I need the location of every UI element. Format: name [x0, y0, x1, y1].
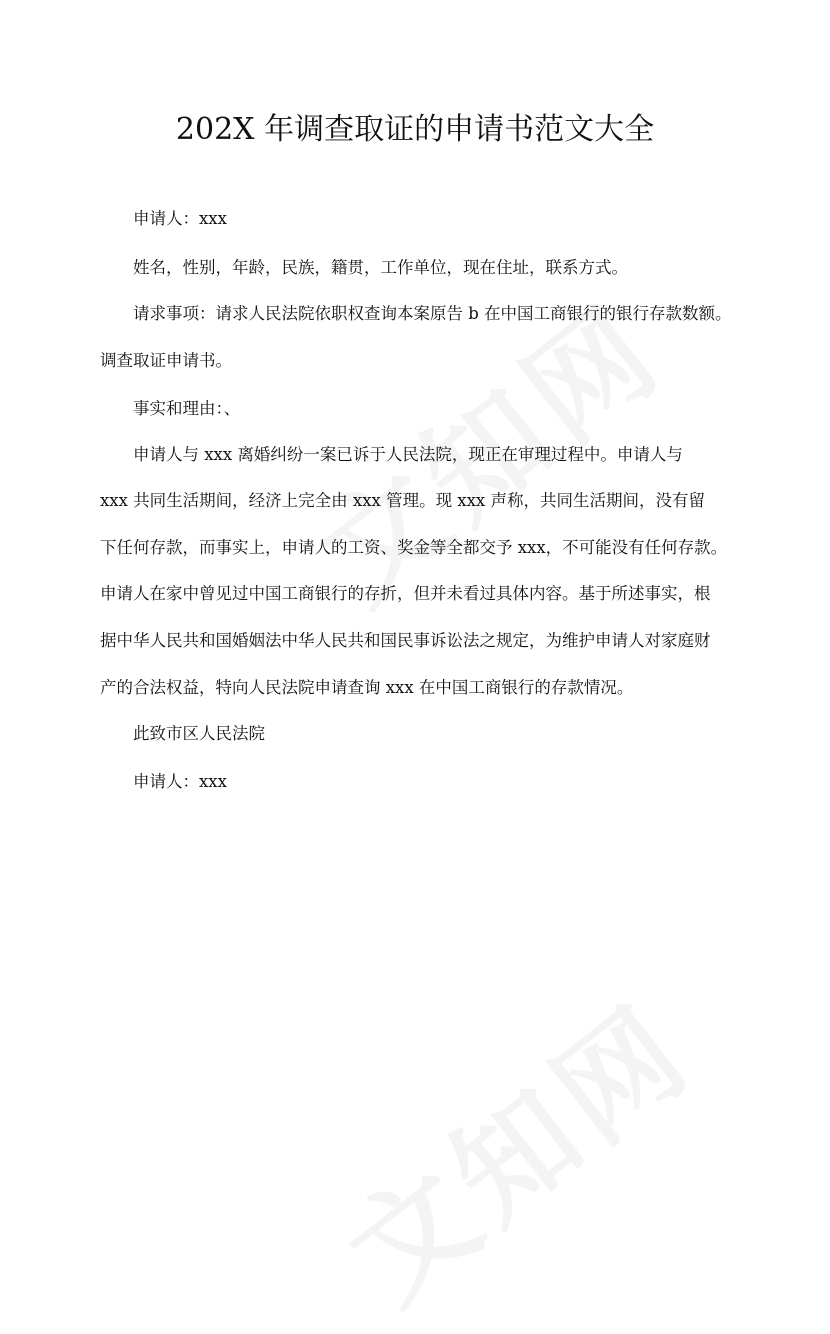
body-line: xxx 共同生活期间，经济上完全由 xxx 管理。现 xxx 声称，共同生活期间，没有留 [100, 491, 705, 510]
body-line: 据中华人民共和国婚姻法中华人民共和国民事诉讼法之规定，为维护申请人对家庭财 [100, 631, 711, 650]
body-line: 申请人在家中曾见过中国工商银行的存折，但并未看过具体内容。基于所述事实，根 [100, 584, 711, 603]
signature-line: 申请人：xxx [133, 772, 227, 791]
body-line: 下任何存款，而事实上，申请人的工资、奖金等全都交予 xxx，不可能没有任何存款。 [100, 538, 728, 557]
body-line: 申请人与 xxx 离婚纠纷一案已诉于人民法院，现正在审理过程中。申请人与 [133, 445, 683, 464]
document-title: 202X 年调查取证的申请书范文大全 [175, 112, 655, 147]
document-type-line: 调查取证申请书。 [100, 351, 232, 370]
addressee-line: 此致市区人民法院 [133, 724, 265, 743]
applicant-info-line: 姓名，性别，年龄，民族，籍贯，工作单位，现在住址，联系方式。 [133, 258, 628, 277]
watermark-logo [308, 958, 721, 1334]
facts-heading-line: 事实和理由：、 [133, 399, 241, 418]
request-line: 请求事项：请求人民法院依职权查询本案原告 b 在中国工商银行的银行存款数额。 [133, 304, 732, 323]
applicant-line: 申请人：xxx [133, 209, 227, 228]
body-line: 产的合法权益，特向人民法院申请查询 xxx 在中国工商银行的存款情况。 [100, 678, 634, 697]
